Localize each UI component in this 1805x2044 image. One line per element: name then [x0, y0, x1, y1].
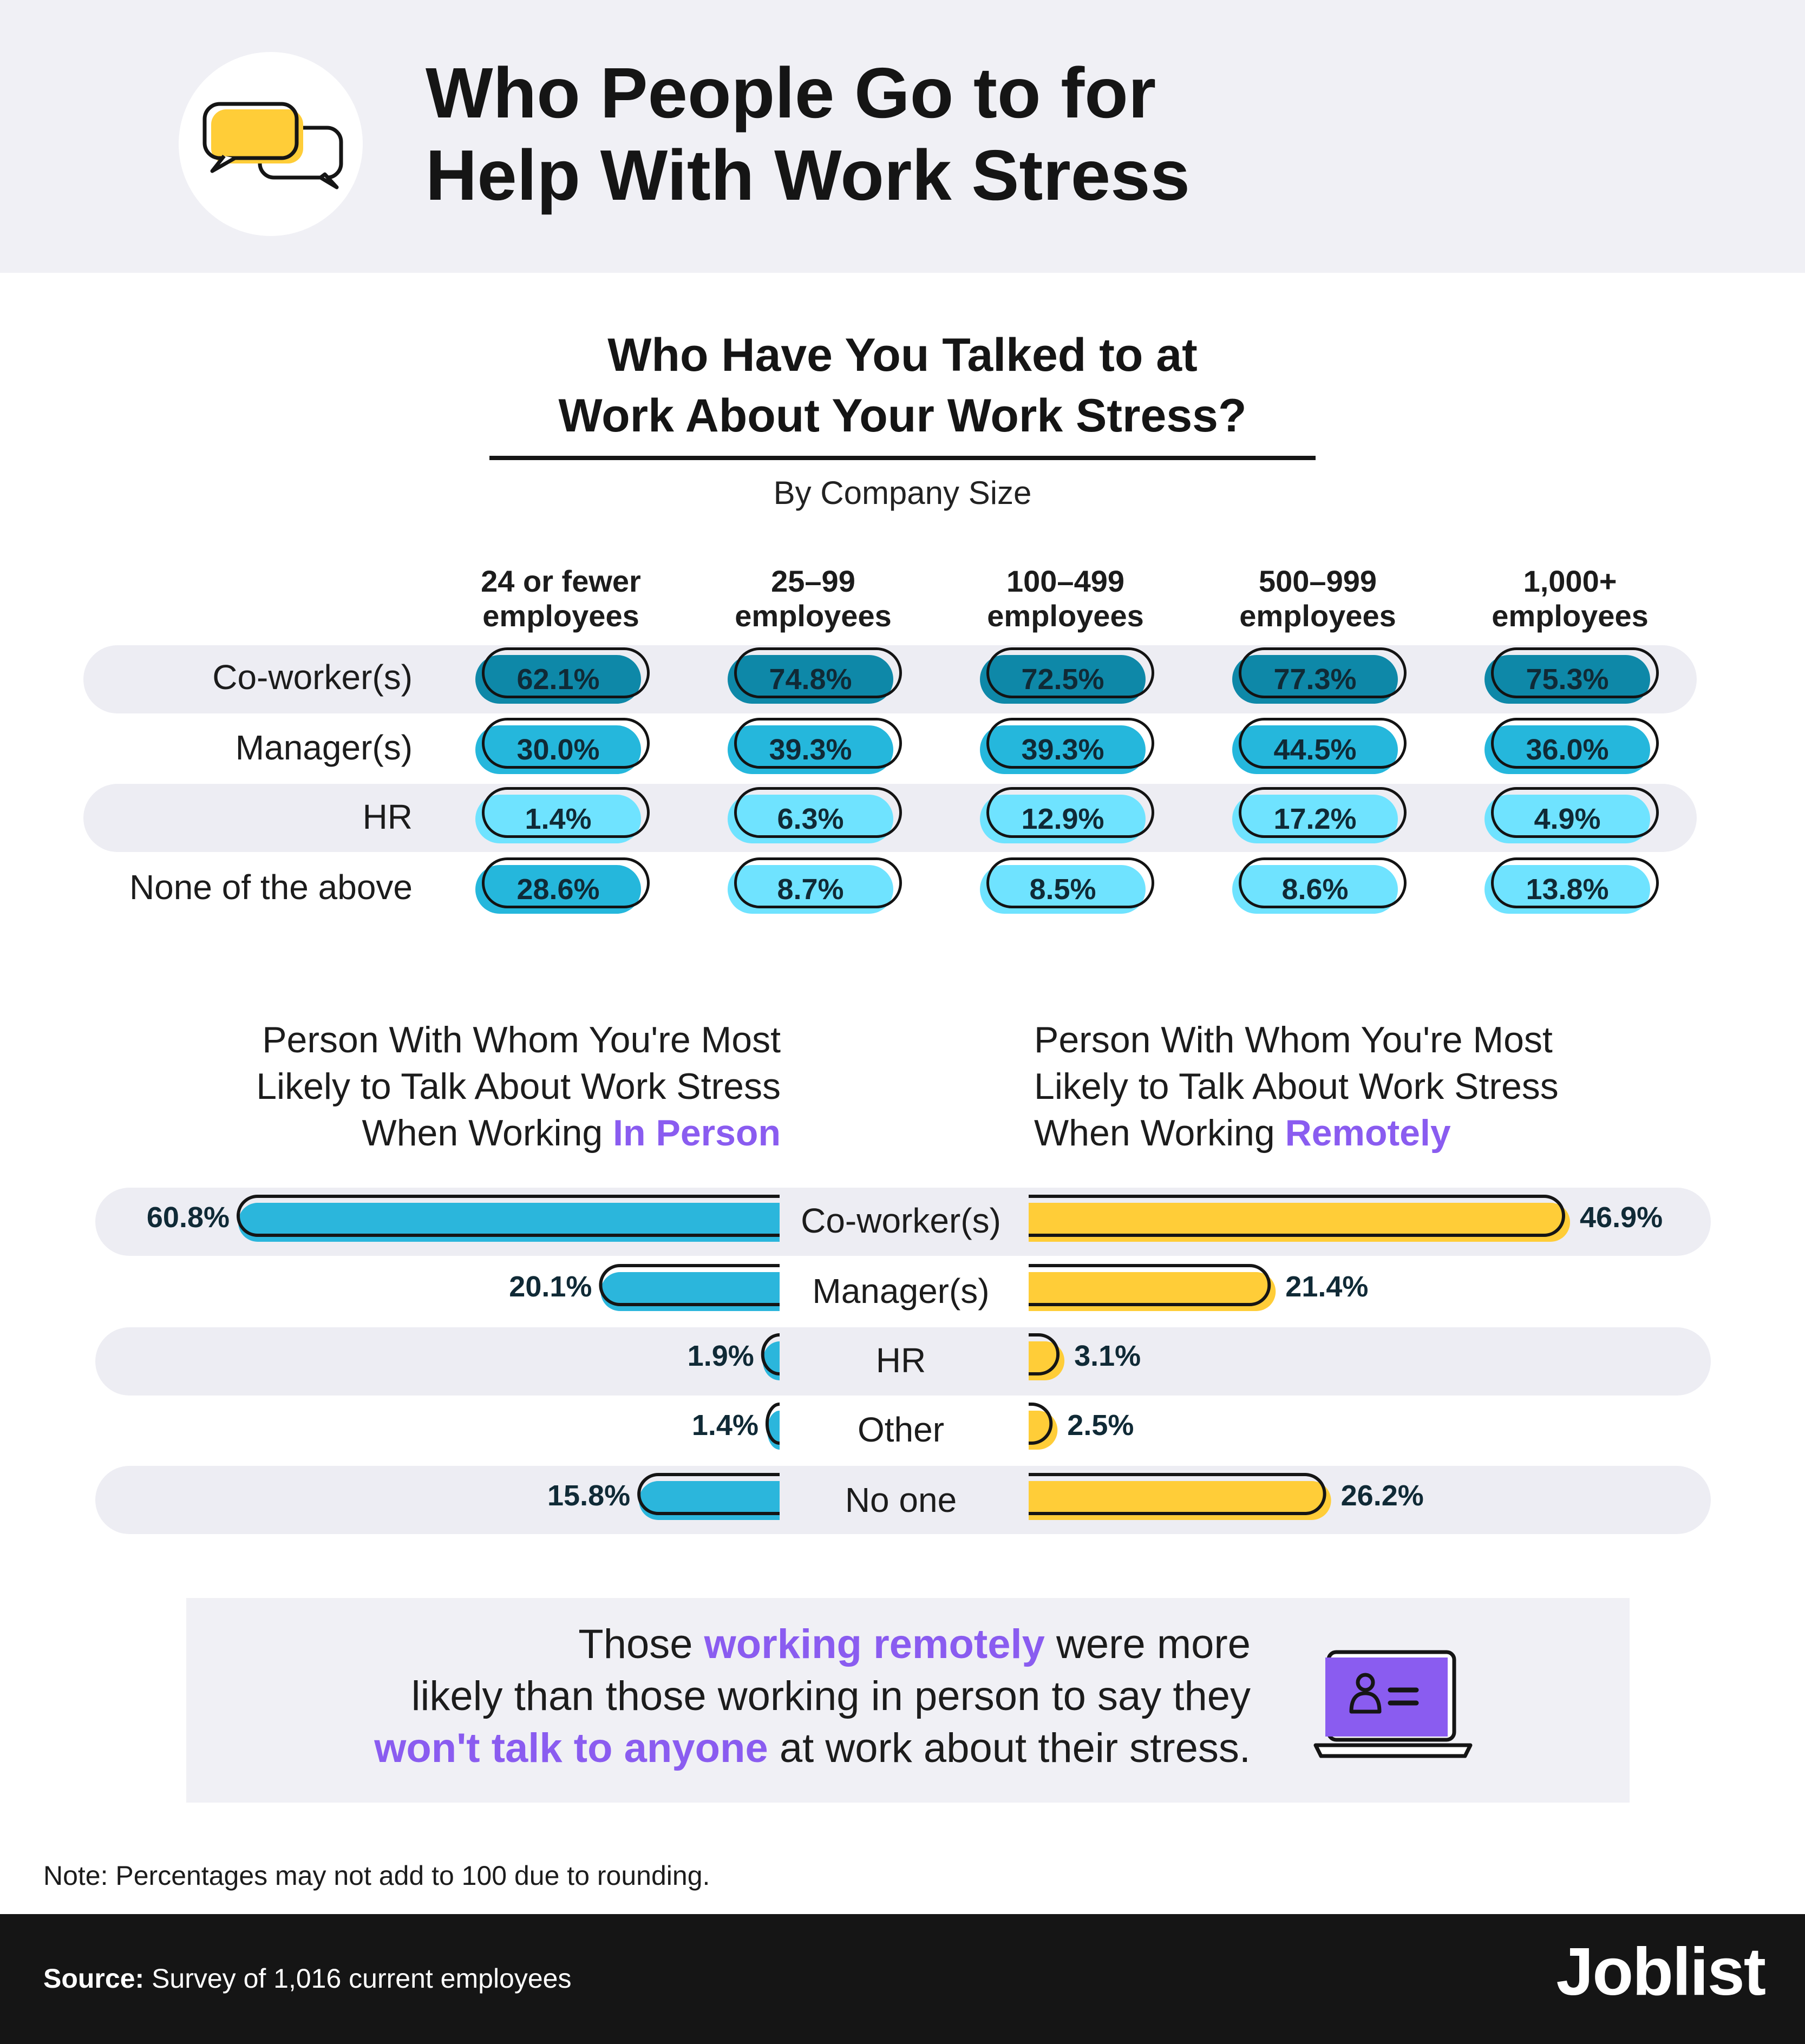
column-header — [694, 564, 932, 633]
in-person-heading-line2: Likely to Talk About Work Stress — [256, 1066, 781, 1107]
callout-highlight: won't talk to anyone — [374, 1725, 768, 1771]
section1-title — [357, 325, 1448, 446]
remote-value-label: 46.9% — [1580, 1201, 1663, 1234]
value-pill — [1232, 718, 1404, 772]
value-pill — [1484, 718, 1657, 772]
value-pill — [1484, 647, 1657, 702]
remote-heading-line2: Likely to Talk About Work Stress — [1034, 1066, 1559, 1107]
in-person-value-label: 20.1% — [509, 1270, 592, 1303]
value-pill — [1232, 787, 1404, 841]
value-pill — [980, 718, 1152, 772]
pill-value: 12.9% — [1021, 803, 1104, 835]
column-header — [442, 564, 680, 633]
row-label-coworkers: Co-worker(s) — [212, 658, 413, 697]
in-person-highlight: In Person — [613, 1112, 781, 1154]
column-header-line2: employees — [735, 599, 892, 633]
section1-title-line2: Work About Your Work Stress? — [558, 390, 1247, 442]
callout-text — [227, 1619, 1251, 1774]
page-title — [426, 52, 1346, 217]
in-person-bar — [767, 1404, 780, 1443]
in-person-value-label: 1.4% — [691, 1409, 758, 1442]
category-label: Manager(s) — [812, 1272, 990, 1311]
in-person-heading-line3 — [162, 1110, 781, 1156]
callout-highlight: working remotely — [704, 1621, 1045, 1667]
remote-heading-pre: When Working — [1034, 1112, 1285, 1154]
remote-bar — [1029, 1266, 1269, 1305]
in-person-heading-pre: When Working — [362, 1112, 613, 1154]
remote-heading-line1: Person With Whom You're Most — [1034, 1019, 1553, 1060]
note-text: Note: Percentages may not add to 100 due to rounding. — [43, 1860, 710, 1891]
value-pill — [1232, 857, 1404, 912]
row-label-managers: Manager(s) — [235, 728, 413, 767]
row-label-hr: HR — [362, 797, 413, 836]
laptop-icon — [1312, 1646, 1475, 1765]
pill-value: 4.9% — [1534, 803, 1601, 835]
pill-value: 1.4% — [525, 803, 592, 835]
brand-logo: Joblist — [1556, 1935, 1765, 2009]
in-person-bar-fill — [767, 1411, 780, 1450]
pill-value: 28.6% — [516, 873, 600, 906]
remote-value-label: 21.4% — [1285, 1270, 1369, 1303]
pill-value: 77.3% — [1273, 663, 1357, 696]
column-header-line2: employees — [987, 599, 1144, 633]
in-person-value-label: 1.9% — [687, 1340, 754, 1372]
value-pill — [980, 787, 1152, 841]
value-pill — [728, 857, 900, 912]
in-person-value-label: 15.8% — [547, 1479, 631, 1512]
value-pill — [980, 857, 1152, 912]
in-person-value-label: 60.8% — [146, 1201, 230, 1234]
pill-value: 36.0% — [1526, 733, 1609, 766]
pill-value: 6.3% — [777, 803, 844, 835]
source-label: Source: — [43, 1963, 145, 1994]
callout-line1 — [227, 1619, 1251, 1670]
pill-value: 8.7% — [777, 873, 844, 906]
callout-text-part: Those — [578, 1621, 704, 1667]
pill-value: 30.0% — [516, 733, 600, 766]
pill-value: 8.6% — [1281, 873, 1349, 906]
value-pill — [728, 718, 900, 772]
remote-value-label: 26.2% — [1340, 1479, 1424, 1512]
pill-value: 72.5% — [1021, 663, 1104, 696]
value-pill — [475, 718, 648, 772]
value-pill — [728, 787, 900, 841]
column-header — [946, 564, 1185, 633]
category-label: Other — [857, 1410, 945, 1449]
remote-heading — [1034, 1017, 1630, 1156]
section1-subtitle: By Company Size — [773, 475, 1032, 511]
column-header-line1: 24 or fewer — [481, 564, 641, 598]
pill-value: 74.8% — [769, 663, 852, 696]
in-person-heading — [162, 1017, 781, 1156]
pill-value: 13.8% — [1526, 873, 1609, 906]
category-label: No one — [845, 1480, 957, 1519]
pill-value: 39.3% — [769, 733, 852, 766]
pill-value: 8.5% — [1029, 873, 1096, 906]
pill-value: 62.1% — [516, 663, 600, 696]
in-person-heading-line1: Person With Whom You're Most — [262, 1019, 781, 1060]
logo-badge — [179, 52, 363, 236]
source-text — [43, 1963, 571, 1994]
column-header-line1: 25–99 — [771, 564, 855, 598]
page-title-line1: Who People Go to for — [426, 53, 1156, 133]
column-header-line1: 500–999 — [1258, 564, 1377, 598]
column-header-line1: 100–499 — [1006, 564, 1124, 598]
remote-bar — [1029, 1404, 1051, 1443]
in-person-bar — [600, 1266, 780, 1305]
callout-line3 — [227, 1722, 1251, 1774]
column-header-line2: employees — [482, 599, 639, 633]
remote-value-label: 3.1% — [1074, 1340, 1141, 1372]
column-header — [1199, 564, 1437, 633]
column-header-line2: employees — [1239, 599, 1396, 633]
remote-highlight: Remotely — [1285, 1112, 1451, 1154]
value-pill — [1232, 647, 1404, 702]
source-detail: Survey of 1,016 current employees — [144, 1963, 572, 1994]
category-label: Co-worker(s) — [801, 1201, 1001, 1240]
pill-value: 75.3% — [1526, 663, 1609, 696]
remote-bar-fill — [1029, 1272, 1276, 1311]
section1-divider — [489, 456, 1316, 460]
pill-value: 39.3% — [1021, 733, 1104, 766]
pill-value: 17.2% — [1273, 803, 1357, 835]
column-header-line2: employees — [1492, 599, 1649, 633]
callout-text-part: were more — [1044, 1621, 1251, 1667]
pill-value: 44.5% — [1273, 733, 1357, 766]
section1-title-line1: Who Have You Talked to at — [607, 329, 1198, 381]
remote-value-label: 2.5% — [1067, 1409, 1134, 1442]
value-pill — [980, 647, 1152, 702]
row-label-none: None of the above — [129, 868, 413, 907]
callout-line2: likely than those working in person to say they — [411, 1673, 1251, 1719]
chat-bubbles-icon — [179, 52, 363, 236]
value-pill — [1484, 857, 1657, 912]
remote-heading-line3 — [1034, 1110, 1630, 1156]
callout-text-part: at work about their stress. — [768, 1725, 1251, 1771]
remote-bar-fill — [1029, 1411, 1057, 1450]
category-label: HR — [875, 1341, 926, 1380]
column-header — [1451, 564, 1689, 633]
column-header-line1: 1,000+ — [1523, 564, 1617, 598]
value-pill — [475, 647, 648, 702]
value-pill — [475, 787, 648, 841]
value-pill — [728, 647, 900, 702]
value-pill — [475, 857, 648, 912]
page-title-line2: Help With Work Stress — [426, 135, 1190, 215]
in-person-bar-fill — [600, 1272, 780, 1311]
value-pill — [1484, 787, 1657, 841]
